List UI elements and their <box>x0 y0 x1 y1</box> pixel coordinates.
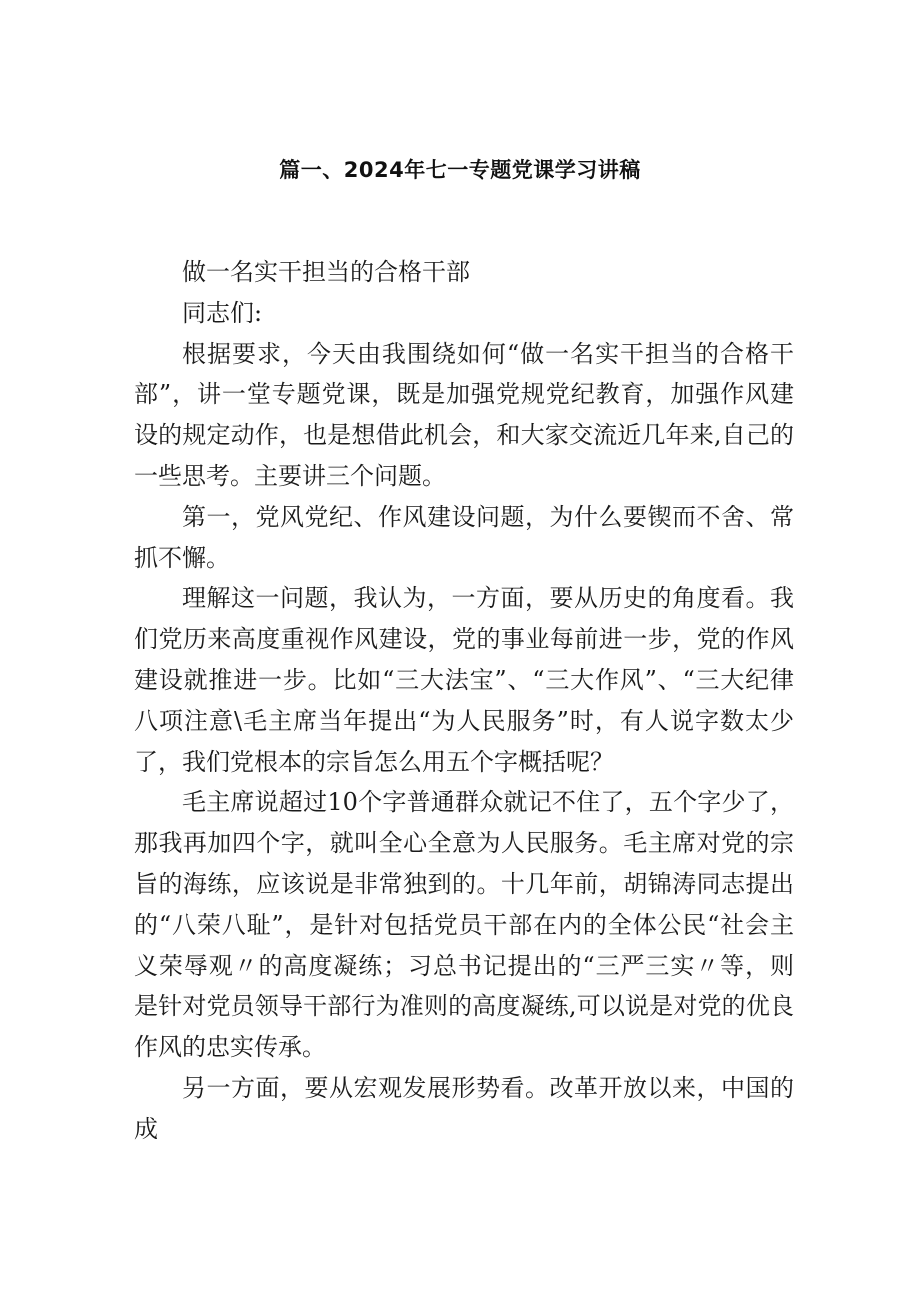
body-paragraph: 根据要求，今天由我围绕如何“做一名实干担当的合格干部”，讲一堂专题党课，既是加强党规党纪教育，加强作风建设的规定动作，也是想借此机会，和大家交流近几年来,自己的一些思考。主要讲三个问题。 <box>134 339 794 490</box>
document-body <box>134 252 794 1150</box>
speech-topic: 做一名实干担当的合格干部 <box>182 258 470 286</box>
body-paragraph: 理解这一问题，我认为，一方面，要从历史的角度看。我们党历来高度重视作风建设，党的事业每前进一步，党的作风建设就推进一步。比如“三大法宝”、“三大作风”、“三大纪律八项注意\毛主席当年提出“为人民服务”时，有人说字数太少了，我们党根本的宗旨怎么用五个字概括呢？ <box>134 584 794 776</box>
document-title: 篇一、2024年七一专题党课学习讲稿 <box>279 158 641 182</box>
body-paragraph: 另一方面，要从宏观发展形势看。改革开放以来，中国的成 <box>134 1073 794 1143</box>
body-paragraph: 第一，党风党纪、作风建设问题，为什么要锲而不舍、常抓不懈。 <box>134 502 794 572</box>
salutation: 同志们: <box>182 298 263 327</box>
body-paragraph: 毛主席说超过10个字普通群众就记不住了，五个字少了，那我再加四个字，就叫全心全意为人民服务。毛主席对党的宗旨的海练，应该说是非常独到的。十几年前，胡锦涛同志提出的“八荣八耻”，是针对包括党员干部在内的全体公民“社会主义荣辱观〃的高度凝练；习总书记提出的“三严三实〃等，则是针对党员领导干部行为准则的高度凝练,可以说是对党的优良作风的忠实传承。 <box>134 788 794 1062</box>
